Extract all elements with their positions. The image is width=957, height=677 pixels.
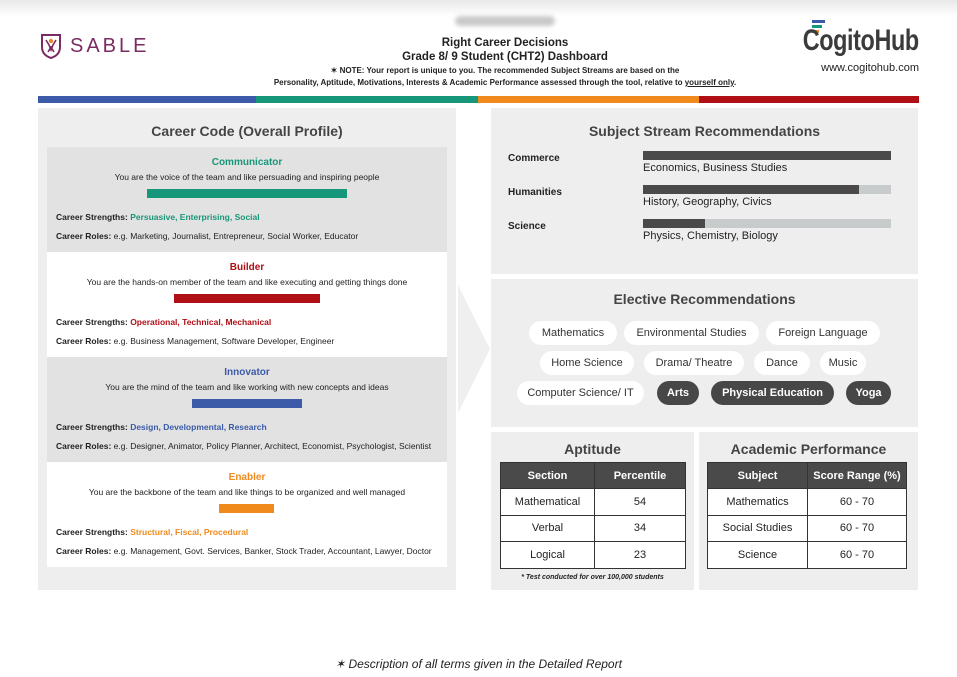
aptitude-table: [500, 462, 686, 569]
career-card-bar: [147, 189, 347, 198]
cogitohub-logo-text: CogitoHub: [802, 24, 919, 57]
table-header-row: [501, 463, 686, 489]
career-card-roles: Career Roles: e.g. Management, Govt. Services, Banker, Stock Trader, Accountant, Lawyer, Doctor: [56, 546, 432, 556]
stream-label: Science: [508, 221, 546, 232]
career-card-enabler: [47, 462, 447, 567]
stream-bar-track: [643, 185, 891, 194]
stream-bar-track: [643, 219, 891, 228]
academic-table: [707, 462, 907, 569]
elective-pill: Yoga: [846, 381, 891, 405]
table-cell: Mathematical: [501, 489, 595, 516]
panel-arrow-shape: [458, 285, 490, 413]
elective-pill: Mathematics: [529, 321, 617, 345]
career-card-name: Innovator: [224, 367, 270, 378]
stream-bar-fill: [643, 219, 705, 228]
table-header-cell: Score Range (%): [808, 463, 907, 489]
elective-pill: Dance: [754, 351, 810, 375]
career-card-name: Builder: [229, 262, 265, 273]
table-row: [708, 542, 907, 569]
table-cell: Social Studies: [708, 515, 808, 542]
career-card-bar: [192, 399, 302, 408]
table-row: [501, 515, 686, 542]
elective-pill: Home Science: [540, 351, 634, 375]
table-cell: 34: [595, 515, 686, 542]
table-cell: 60 - 70: [808, 515, 907, 542]
stream-bar-fill: [643, 151, 891, 160]
stream-subjects: Physics, Chemistry, Biology: [643, 230, 778, 242]
table-cell: 60 - 70: [808, 489, 907, 516]
sable-shield-icon: [40, 33, 62, 59]
table-cell: 23: [595, 542, 686, 569]
career-card-desc: You are the mind of the team and like working with new concepts and ideas: [105, 382, 389, 392]
career-card-strengths: Career Strengths: Persuasive, Enterprising, Social: [56, 212, 260, 222]
career-card-bar: [219, 504, 274, 513]
report-note-line2: Personality, Aptitude, Motivations, Interests & Academic Performance assessed through the tool, relative to yourself only.: [273, 78, 737, 87]
yourself-only-text: yourself only: [684, 78, 734, 87]
academic-panel: [699, 432, 918, 590]
elective-pill: Physical Education: [711, 381, 834, 405]
elective-pill: Computer Science/ IT: [517, 381, 644, 405]
table-row: [708, 489, 907, 516]
stream-label: Humanities: [508, 187, 562, 198]
career-card-roles: Career Roles: e.g. Designer, Animator, Policy Planner, Architect, Economist, Psychologist, Scientist: [56, 441, 432, 451]
stream-bar-track: [643, 151, 891, 160]
career-card-roles: Career Roles: e.g. Marketing, Journalist, Entrepreneur, Social Worker, Educator: [56, 231, 359, 241]
career-card-desc: You are the voice of the team and like persuading and inspiring people: [114, 172, 380, 182]
sable-logo-text: SABLE: [70, 34, 150, 57]
subject-stream-panel: [491, 108, 918, 274]
career-card-innovator: [47, 357, 447, 462]
career-card-strengths: Career Strengths: Structural, Fiscal, Procedural: [56, 527, 249, 537]
table-row: [501, 542, 686, 569]
table-header-row: [708, 463, 907, 489]
subject-stream-title: Subject Stream Recommendations: [588, 123, 821, 139]
career-card-builder: [47, 252, 447, 357]
table-cell: Science: [708, 542, 808, 569]
cogitohub-logo: [770, 24, 919, 74]
table-cell: 60 - 70: [808, 542, 907, 569]
elective-pill: Music: [820, 351, 866, 375]
report-header: [230, 36, 780, 90]
aptitude-title: Aptitude: [564, 441, 621, 457]
table-cell: Logical: [501, 542, 595, 569]
header-color-bar: [38, 96, 919, 103]
career-code-title: Career Code (Overall Profile): [151, 123, 343, 139]
stream-subjects: History, Geography, Civics: [643, 196, 772, 208]
career-card-name: Communicator: [211, 157, 283, 168]
academic-title: Academic Performance: [730, 441, 887, 457]
table-header-cell: Percentile: [595, 463, 686, 489]
career-card-communicator: [47, 147, 447, 252]
career-code-panel: [38, 108, 456, 590]
cogitohub-url: www.cogitohub.com: [821, 62, 919, 74]
redacted-student-name: [455, 16, 555, 26]
career-card-bar: [174, 294, 320, 303]
table-header-cell: Section: [501, 463, 595, 489]
table-row: [708, 515, 907, 542]
career-card-strengths: Career Strengths: Operational, Technical, Mechanical: [56, 317, 272, 327]
stream-subjects: Economics, Business Studies: [643, 162, 788, 174]
career-card-desc: You are the hands-on member of the team and like executing and getting things done: [86, 277, 408, 287]
stream-bar-fill: [643, 185, 859, 194]
elective-pill: Environmental Studies: [624, 321, 759, 345]
report-subtitle: Grade 8/ 9 Student (CHT2) Dashboard: [402, 51, 608, 63]
table-cell: Verbal: [501, 515, 595, 542]
elective-panel: [491, 279, 918, 427]
report-note-line1: ✶ NOTE: Your report is unique to you. The recommended Subject Streams are based on the: [330, 66, 680, 75]
career-card-strengths: Career Strengths: Design, Developmental, Research: [56, 422, 267, 432]
aptitude-panel: [491, 432, 694, 590]
career-card-desc: You are the backbone of the team and like things to be organized and well managed: [88, 487, 406, 497]
elective-pill: Drama/ Theatre: [644, 351, 744, 375]
aptitude-footnote: * Test conducted for over 100,000 students: [521, 574, 664, 581]
career-card-name: Enabler: [228, 472, 266, 483]
table-row: [501, 489, 686, 516]
report-title: Right Career Decisions: [441, 37, 569, 49]
table-cell: 54: [595, 489, 686, 516]
elective-pill: Foreign Language: [766, 321, 880, 345]
sable-logo: [40, 33, 149, 59]
career-card-roles: Career Roles: e.g. Business Management, Software Developer, Engineer: [56, 336, 335, 346]
top-fade: [0, 0, 957, 16]
stream-label: Commerce: [508, 153, 560, 164]
elective-pill: Arts: [657, 381, 699, 405]
elective-title: Elective Recommendations: [613, 291, 796, 307]
table-cell: Mathematics: [708, 489, 808, 516]
table-header-cell: Subject: [708, 463, 808, 489]
footer-note: ✶ Description of all terms given in the Detailed Report: [335, 657, 622, 671]
